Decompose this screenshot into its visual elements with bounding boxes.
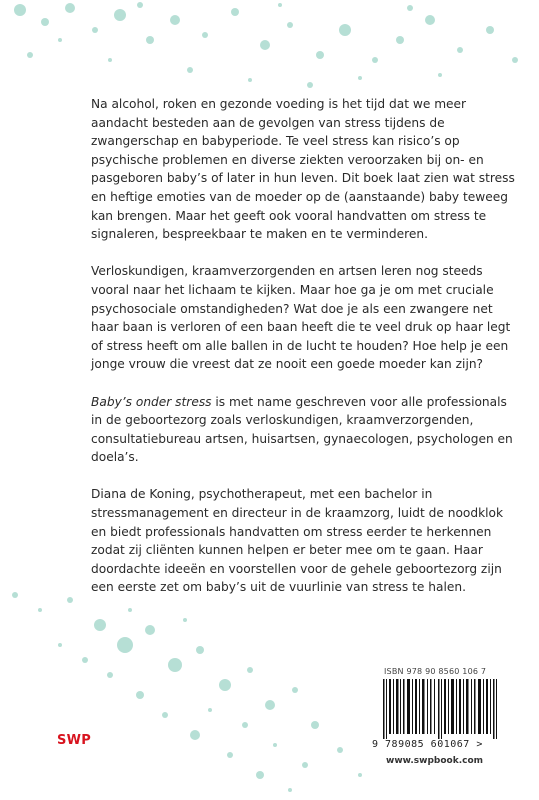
paragraph-professionals: Verloskundigen, kraamverzorgenden en artsen leren nog steeds vooral naar het lichaam te kijken. Maar hoe ga je om met cruciale psychosociale omstandigheden? Wat doe je als een zwangere net haar baan is verloren of een baan heeft die te veel druk op haar legt of stress heeft om alle ballen in de lucht te houden? Hoe help je een jonge vrouw die vreest dat ze nooit een goede moeder kan zijn?	[91, 264, 511, 372]
publisher-website: www.swpbook.com	[386, 756, 484, 766]
barcode-digits: 9 789085 601067 >	[372, 739, 483, 750]
top-splash-decoration	[0, 0, 539, 95]
back-cover-text	[91, 95, 516, 616]
paragraph-audience-text: is met name geschreven voor alle professionals in de geboortezorg zoals verloskundigen, kraamverzorgenden, consultatiebureau artsen, huisartsen, gynaecologen, psychologen en doela’s.	[91, 394, 513, 465]
paragraph-audience	[91, 393, 516, 467]
isbn-label: ISBN 978 90 8560 106 7	[384, 667, 487, 676]
paragraph-introduction: Na alcohol, roken en gezonde voeding is het tijd dat we meer aandacht besteden aan de gevolgen van stress tijdens de zwangerschap en babyperiode. Te veel stress kan risico’s op psychische problemen en diverse ziekten veroorzaken bij on- en pasgeboren baby’s of later in hun leven. Dit boek laat zien wat stress en heftige emoties van de moeder op de (aanstaande) baby teweeg kan brengen. Maar het geeft ook vooral handvatten om stress te signaleren, bespreekbaar te maken en te verminderen.	[91, 97, 515, 242]
publisher-logo: SWP	[57, 733, 92, 748]
paragraph-author: Diana de Koning, psychotherapeut, met een bachelor in stressmanagement en directeur in de kraamzorg, luidt de noodklok en biedt professionals handvatten om stress eerder te herkennen zodat zij cliënten kunnen helpen er beter mee om te gaan. Haar doordachte ideeën en voorstellen voor de gehele geboortezorg zijn een eerste zet om baby’s uit de vuurlinie van stress te halen.	[91, 487, 504, 595]
bottom-splash-decoration	[0, 585, 380, 800]
barcode	[383, 679, 503, 739]
book-title-inline: Baby’s onder stress	[91, 394, 212, 409]
